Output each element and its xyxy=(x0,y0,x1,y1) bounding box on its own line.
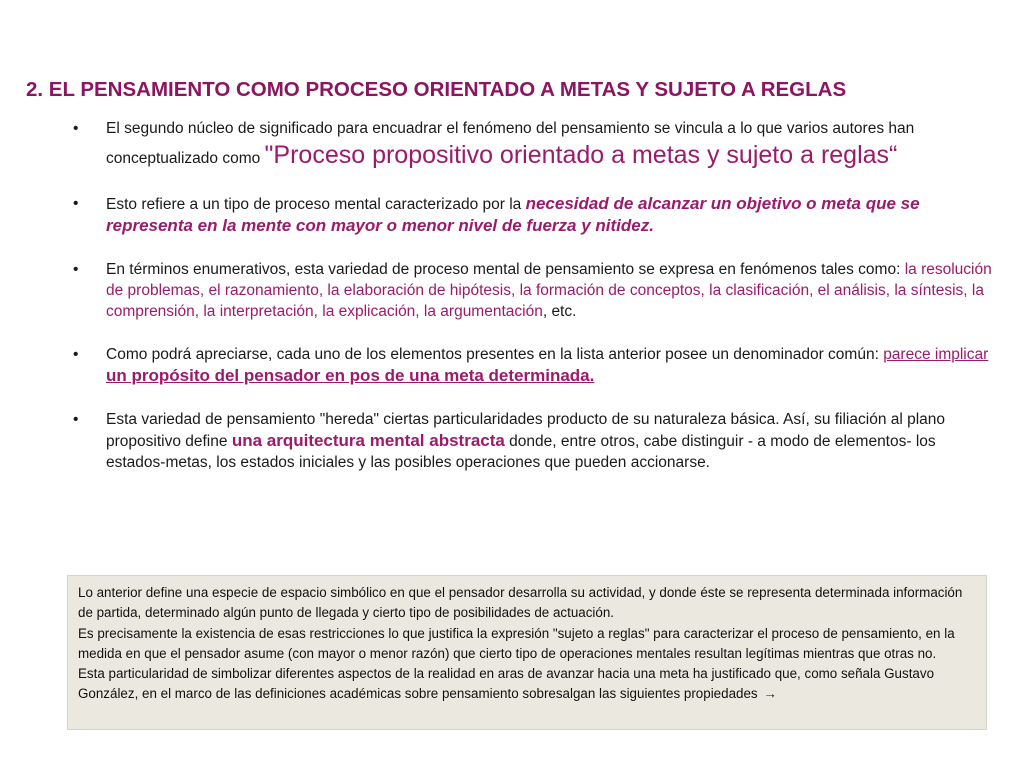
bullet-item xyxy=(73,409,998,473)
note-paragraph-text: Esta particularidad de simbolizar diferentes aspectos de la realidad en aras de avanzar hacia una meta ha justificado que, como señala Gustavo González, en el marco de las definiciones académicas sobre pensamiento sobresalgan las siguientes propiedades xyxy=(78,666,935,702)
highlight-quote: "Proceso propositivo orientado a metas y sujeto a reglas“ xyxy=(264,141,898,169)
bullet-text: Esto refiere a un tipo de proceso mental caracterizado por la xyxy=(106,196,526,213)
highlight-bold: una arquitectura mental abstracta xyxy=(231,431,505,450)
note-box xyxy=(67,575,987,730)
bullet-item xyxy=(73,193,998,237)
bullet-text-end: , etc. xyxy=(542,303,577,320)
note-paragraph: Es precisamente la existencia de esas restricciones lo que justifica la expresión "sujeto a reglas" para caracterizar el proceso de pensamiento, en la medida en que el pensador asume (con mayor o menor razón) que cierto tipo de operaciones mentales resultan legítimas mientras que otras no. xyxy=(78,625,955,661)
bullet-text: En términos enumerativos, esta variedad de proceso mental de pensamiento se expresa en fenómenos tales como: xyxy=(106,261,905,278)
note-paragraph: Lo anterior define una especie de espacio simbólico en que el pensador desarrolla su actividad, y donde éste se representa determinada información de partida, determinado algún punto de llegada y cierto tipo de posibilidades de actuación. xyxy=(78,585,963,621)
bullet-text-end: donde, entre otros, cabe distinguir - a modo de elementos- los estados-metas, los estados iniciales y las posibles operaciones que pueden accionarse. xyxy=(106,433,936,471)
slide-title: 2. EL PENSAMIENTO COMO PROCESO ORIENTADO A METAS Y SUJETO A REGLAS xyxy=(26,78,847,101)
bullet-text: Como podrá apreciarse, cada uno de los elementos presentes en la lista anterior posee un denominador común: xyxy=(106,346,884,363)
note-paragraph-last xyxy=(78,664,976,705)
bullet-item xyxy=(73,344,998,387)
bullet-item xyxy=(73,259,998,322)
bullet-text: Esta variedad de pensamiento "hereda" ciertas particularidades producto de su naturaleza básica. Así, su filiación al plano propositivo define xyxy=(106,411,946,450)
highlight-underline-bold: un propósito del pensador en pos de una meta determinada. xyxy=(106,366,595,385)
highlight-list: la resolución de problemas, el razonamiento, la elaboración de hipótesis, la formación de conceptos, la clasificación, el análisis, la síntesis, la comprensión, la interpretación, la explicación, la argumentación xyxy=(106,261,992,320)
bullet-item xyxy=(73,118,998,171)
arrow-right-icon: → xyxy=(763,686,777,702)
bullet-list xyxy=(73,118,998,473)
highlight-underline: parece implicar xyxy=(883,346,989,363)
highlight-italic: necesidad de alcanzar un objetivo o meta que se representa en la mente con mayor o menor nivel de fuerza y nitidez. xyxy=(106,194,920,235)
bullet-text: El segundo núcleo de significado para encuadrar el fenómeno del pensamiento se vincula a lo que varios autores han conceptualizado como xyxy=(106,120,915,167)
